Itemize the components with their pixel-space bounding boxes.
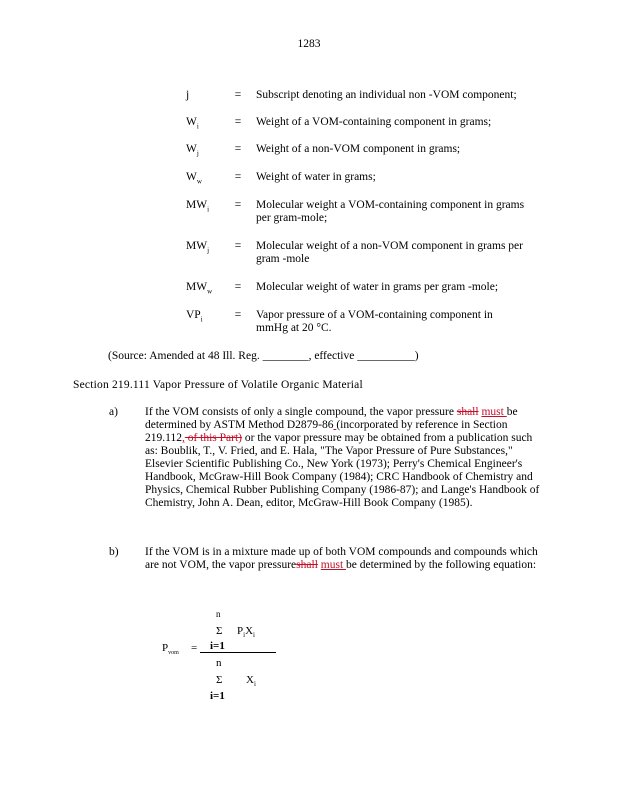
item-a-text: If the VOM consists of only a single compound, the vapor pressure shall must be determined by ASTM Method D2879-86 (incorporated by reference in Section 219.112, of this Part) or the vapor pressure may be obtained from a publication such as: Boublik, T., V. Fried, and E. Hala, "The Vapor Pressure of Pure Substances," Elsevier Scientific Publishing Co., New York (1973); Perry's Chemical Engineer's Handbook, McGraw-Hill Book Company (1984); CRC Handbook of Chemistry and Physics, Chemical Rubber Publishing Company (1986-87); and Lange's Handbook of Chemistry, John A. Dean, editor, McGraw-Hill Book Company (1985). [145, 406, 540, 509]
definition-text: Molecular weight a VOM-containing component in grams per gram-mole; [256, 199, 525, 224]
definition-term: j [186, 89, 190, 101]
definition-term: $MW_i$ [186, 199, 210, 214]
definition-text: Vapor pressure of a VOM-containing component in mmHg at 20 °C. [256, 309, 493, 334]
numerator-term: $P_iX_i$ [237, 625, 255, 640]
definition-equals: = [234, 116, 242, 128]
definition-term: $W_i$ [186, 116, 199, 131]
denominator-upper-limit: n [216, 657, 222, 669]
equation-lhs: $P_{vom}$ [162, 642, 179, 657]
definition-text: Weight of water in grams; [256, 171, 376, 183]
definition-text: Molecular weight of a non-VOM component in grams per gram -mole [256, 240, 523, 265]
deleted-text: shall [456, 406, 479, 418]
numerator-lower-limit: i=1 [210, 640, 225, 652]
definition-equals: = [234, 240, 242, 252]
definition-equals: = [234, 143, 242, 155]
section-heading: Section 219.111 Vapor Pressure of Volatile Organic Material [73, 379, 363, 391]
item-b-text: If the VOM is in a mixture made up of both VOM compounds and compounds which are not VOM, the vapor pressureshall must be determined by the following equation: [145, 546, 538, 571]
definition-term: $W_j$ [186, 143, 199, 158]
definition-term: $MW_w$ [186, 281, 213, 296]
definition-text: Weight of a VOM-containing component in grams; [256, 116, 492, 128]
definition-text: Subscript denoting an individual non -VOM component; [256, 89, 517, 101]
inserted-text: , [181, 432, 185, 444]
inserted-text: must [320, 559, 347, 571]
deleted-text: of this Part) [184, 432, 243, 444]
source-note: (Source: Amended at 48 Ill. Reg. ________, effective __________) [108, 350, 419, 362]
definition-term: $VP_i$ [186, 309, 203, 324]
denominator-lower-limit: i=1 [210, 690, 225, 702]
equation-equals: = [191, 642, 198, 654]
deleted-text: shall [296, 559, 318, 571]
definition-term: $MW_j$ [186, 240, 210, 255]
definition-equals: = [234, 309, 242, 321]
definition-term: $W_w$ [186, 171, 202, 186]
fraction-line [200, 652, 276, 653]
item-a-label: a) [109, 406, 118, 418]
definition-equals: = [234, 199, 242, 211]
numerator-sigma: Σ [216, 625, 223, 637]
definition-equals: = [234, 89, 242, 101]
item-b-label: b) [109, 546, 119, 558]
page-number: 1283 [297, 38, 321, 50]
denominator-sigma: Σ [216, 674, 223, 686]
definition-equals: = [234, 281, 242, 293]
numerator-upper-limit: n [216, 609, 221, 619]
definition-text: Weight of a non-VOM component in grams; [256, 143, 461, 155]
denominator-term: $X_i$ [246, 674, 256, 689]
definition-text: Molecular weight of water in grams per gram -mole; [256, 281, 499, 293]
definition-equals: = [234, 171, 242, 183]
inserted-text: must [481, 406, 507, 418]
